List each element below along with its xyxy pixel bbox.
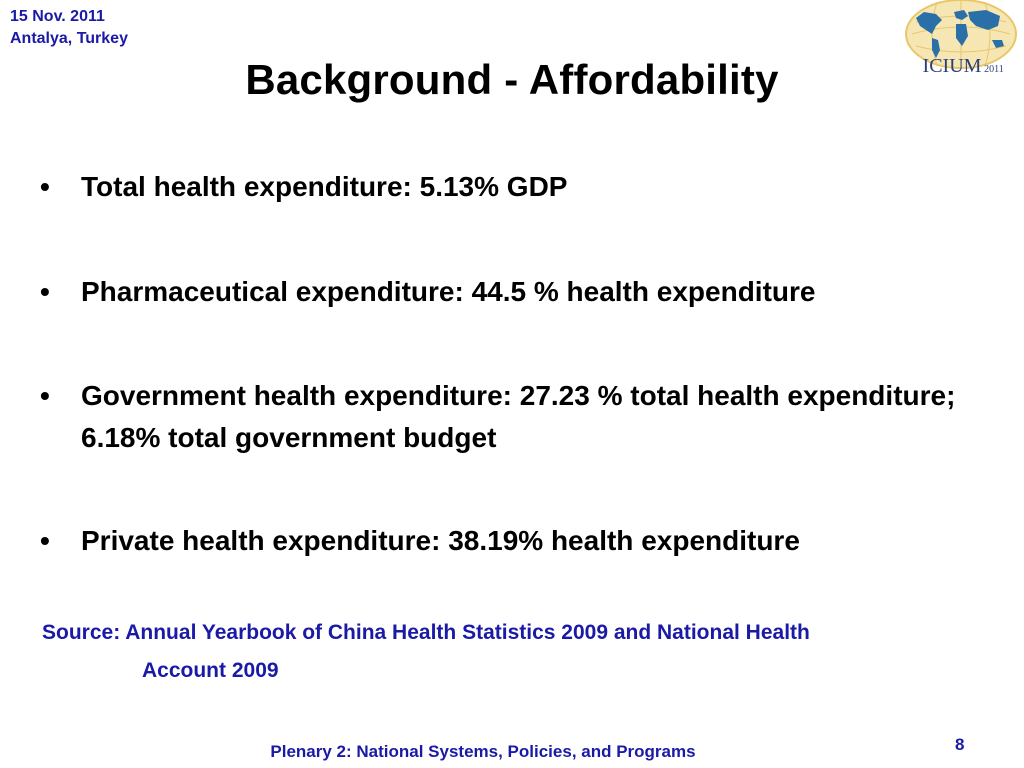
bullet-dot: • [40, 380, 50, 411]
date-location-block [10, 6, 128, 50]
bullet-item [40, 166, 1000, 208]
bullet-text: Government health expenditure: 27.23 % total health expenditure; 6.18% total government budget [81, 380, 956, 453]
logo-year: 2011 [984, 64, 1004, 75]
bullet-dot: • [40, 525, 50, 556]
footer-text: Plenary 2: National Systems, Policies, and Programs [270, 742, 696, 761]
bullet-item [40, 375, 1000, 459]
bullet-text: Total health expenditure: 5.13% GDP [81, 171, 568, 202]
source-citation [42, 614, 810, 690]
bullet-dot: • [40, 276, 50, 307]
source-line-2: Account 2009 [142, 659, 279, 682]
logo-text: ICIUM [922, 55, 982, 77]
bullet-dot: • [40, 171, 50, 202]
bullet-text: Private health expenditure: 38.19% health expenditure [81, 525, 800, 556]
bullet-item [40, 271, 1000, 313]
date-text: 15 Nov. 2011 [10, 8, 105, 25]
location-text: Antalya, Turkey [10, 30, 128, 47]
bullet-text: Pharmaceutical expenditure: 44.5 % health expenditure [81, 276, 816, 307]
page-number: 8 [955, 735, 965, 754]
slide-title: Background - Affordability [245, 56, 779, 103]
bullet-item [40, 520, 1000, 562]
source-line-1: Source: Annual Yearbook of China Health Statistics 2009 and National Health [42, 621, 810, 644]
